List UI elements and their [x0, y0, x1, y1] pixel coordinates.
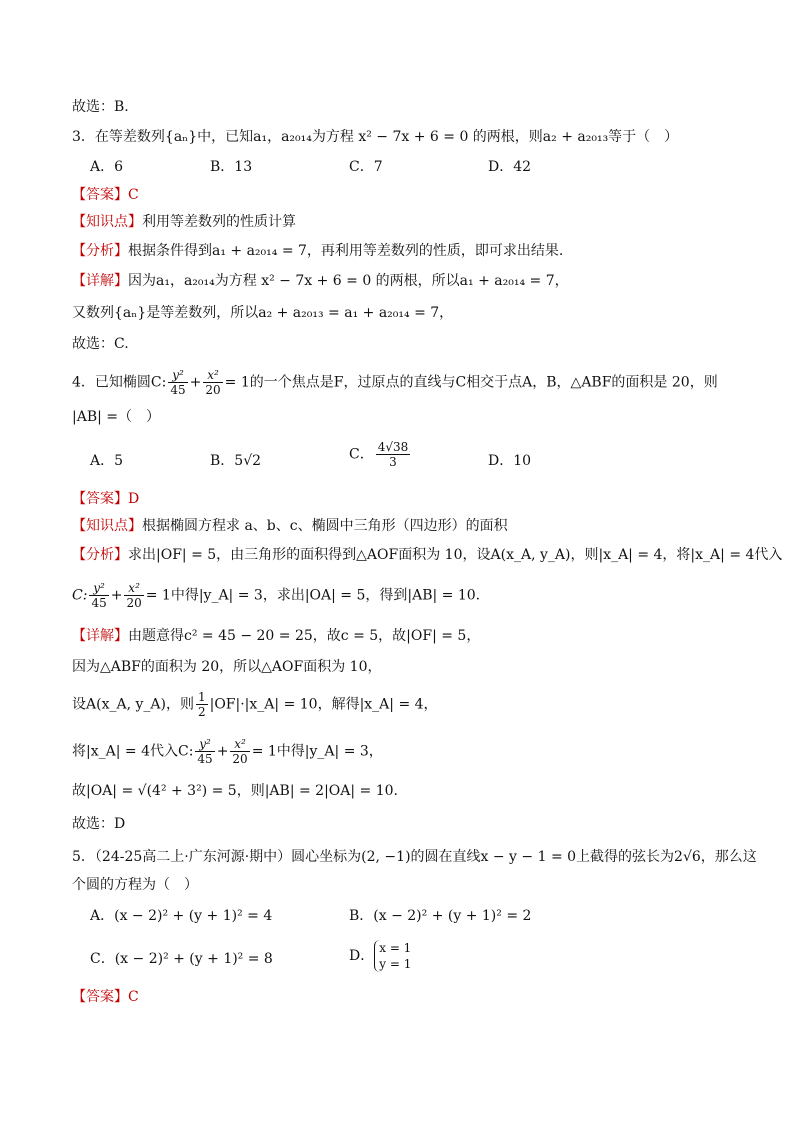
- ellipse-label: C:: [72, 587, 88, 604]
- q5-stem-1: 5．（24-25高二上·广东河源·期中）圆心坐标为(2, −1)的圆在直线x − y − 1 = 0上截得的弦长为2√6，那么这: [72, 849, 757, 865]
- frac-den: 45: [170, 383, 186, 397]
- q5-answer: [72, 986, 139, 1008]
- detail-text: 设A(x_A, y_A)，则: [72, 696, 194, 713]
- detail-text: 由题意得c² = 45 − 20 = 25，故c = 5，故|OF| = 5，: [128, 628, 481, 644]
- q4-detail-4: [72, 737, 383, 766]
- frac-den: 20: [126, 596, 142, 610]
- frac-num: 4√38: [377, 440, 409, 454]
- q4-option-b: B．5√2: [210, 453, 262, 469]
- knowledge-tag: 【知识点】: [72, 214, 142, 230]
- answer-tag: 【答案】: [72, 491, 128, 507]
- q3-knowledge: [72, 211, 296, 233]
- q3-choice: 故选：C.: [72, 336, 129, 352]
- fraction-x2-20: [124, 581, 143, 610]
- q4-detail-2: 因为△ABF的面积为 20，所以△AOF面积为 10，: [72, 659, 382, 675]
- q5-option-c: C．(x − 2)² + (y + 1)² = 8: [90, 951, 273, 967]
- frac-den: 2: [197, 705, 206, 719]
- fraction-y2-45: [195, 737, 214, 766]
- detail-text: |OF|·|x_A| = 10，解得|x_A| = 4，: [209, 696, 438, 713]
- system-line-2: y = 1: [379, 957, 412, 971]
- fraction-y2-45: [89, 581, 108, 610]
- detail-tag: 【详解】: [72, 273, 128, 289]
- fraction-y2-45: [168, 368, 187, 397]
- frac-den: 45: [91, 596, 107, 610]
- option-prefix: C．: [349, 446, 374, 463]
- q4-knowledge: [72, 515, 508, 537]
- frac-num: y²: [168, 368, 187, 383]
- fraction-option-c: [376, 440, 411, 469]
- analysis-tag: 【分析】: [72, 547, 128, 563]
- option-prefix: D．: [349, 948, 375, 964]
- answer-value: D: [128, 491, 140, 507]
- q4-option-d: D．10: [488, 453, 532, 469]
- fraction-x2-20: [230, 737, 249, 766]
- equation-system: [374, 940, 411, 972]
- frac-num: x²: [203, 368, 222, 383]
- detail-tag: 【详解】: [72, 628, 128, 644]
- frac-num: y²: [195, 737, 214, 752]
- frac-den: 20: [232, 752, 248, 766]
- plus-sign: +: [110, 587, 123, 604]
- q3-option-c: C．7: [349, 159, 383, 175]
- detail-text: 将|x_A| = 4代入C:: [72, 743, 194, 760]
- q4-analysis-1: [72, 544, 782, 566]
- answer-tag: 【答案】: [72, 187, 128, 203]
- frac-num: y²: [89, 581, 108, 596]
- answer-tag: 【答案】: [72, 989, 128, 1005]
- q4-stem-b: = 1的一个焦点是F，过原点的直线与C相交于点A，B，△ABF的面积是 20，则: [224, 374, 718, 391]
- q3-analysis: [72, 240, 563, 262]
- q4-analysis-2: [72, 581, 480, 610]
- answer-value: C: [128, 187, 139, 203]
- q5-stem-2: 个圆的方程为（ ）: [72, 877, 198, 893]
- q3-option-a: A．6: [90, 159, 124, 175]
- q5-option-d: [349, 940, 411, 972]
- q3-option-d: D．42: [488, 159, 532, 175]
- q4-stem-a: 4．已知椭圆C:: [72, 374, 167, 391]
- fraction-x2-20: [203, 368, 222, 397]
- frac-num: x²: [230, 737, 249, 752]
- frac-den: 45: [197, 752, 213, 766]
- frac-den: 20: [205, 383, 221, 397]
- fraction-half: [196, 690, 208, 719]
- q4-answer: [72, 488, 139, 510]
- q3-option-b: B．13: [210, 159, 253, 175]
- frac-den: 3: [389, 455, 397, 469]
- system-line-1: x = 1: [379, 941, 412, 955]
- q3-detail-1: [72, 270, 569, 292]
- q4-detail-3: [72, 690, 438, 719]
- q4-stem-c: |AB| =（ ）: [72, 409, 161, 425]
- frac-num: 1: [197, 690, 206, 704]
- plus-sign: +: [189, 374, 202, 391]
- q4-detail-1: [72, 625, 480, 647]
- analysis-text: = 1中得|y_A| = 3，求出|OA| = 5，得到|AB| = 10.: [145, 587, 481, 604]
- frac-num: x²: [124, 581, 143, 596]
- answer-value: C: [128, 989, 139, 1005]
- knowledge-text: 根据椭圆方程求 a、b、c、椭圆中三角形（四边形）的面积: [142, 518, 508, 534]
- q4-choice: 故选：D: [72, 816, 126, 832]
- analysis-text: 求出|OF| = 5，由三角形的面积得到△AOF面积为 10，设A(x_A, y_A)，则|x_A| = 4，将|x_A| = 4代入: [128, 547, 783, 563]
- analysis-tag: 【分析】: [72, 243, 128, 259]
- detail-text: 因为a₁，a₂₀₁₄为方程 x² − 7x + 6 = 0 的两根，所以a₁ + a₂₀₁₄ = 7，: [128, 273, 569, 289]
- q4-detail-5: 故|OA| = √(4² + 3²) = 5，则|AB| = 2|OA| = 10.: [72, 783, 398, 799]
- prev-choice: 故选：B.: [72, 99, 129, 115]
- q5-option-b: B．(x − 2)² + (y + 1)² = 2: [349, 908, 532, 924]
- q4-option-a: A．5: [90, 453, 124, 469]
- q4-option-c: [349, 440, 412, 469]
- q4-stem: [72, 368, 718, 397]
- q3-detail-2: 又数列{aₙ}是等差数列，所以a₂ + a₂₀₁₃ = a₁ + a₂₀₁₄ = 7，: [72, 305, 454, 321]
- knowledge-text: 利用等差数列的性质计算: [142, 214, 296, 230]
- plus-sign: +: [216, 743, 229, 760]
- q3-answer: [72, 184, 139, 206]
- knowledge-tag: 【知识点】: [72, 518, 142, 534]
- q5-option-a: A．(x − 2)² + (y + 1)² = 4: [90, 908, 273, 924]
- detail-text: = 1中得|y_A| = 3，: [251, 743, 383, 760]
- analysis-text: 根据条件得到a₁ + a₂₀₁₄ = 7，再利用等差数列的性质，即可求出结果.: [128, 243, 564, 259]
- q3-stem: 3．在等差数列{aₙ}中，已知a₁，a₂₀₁₄为方程 x² − 7x + 6 = 0 的两根，则a₂ + a₂₀₁₃等于（ ）: [72, 129, 679, 145]
